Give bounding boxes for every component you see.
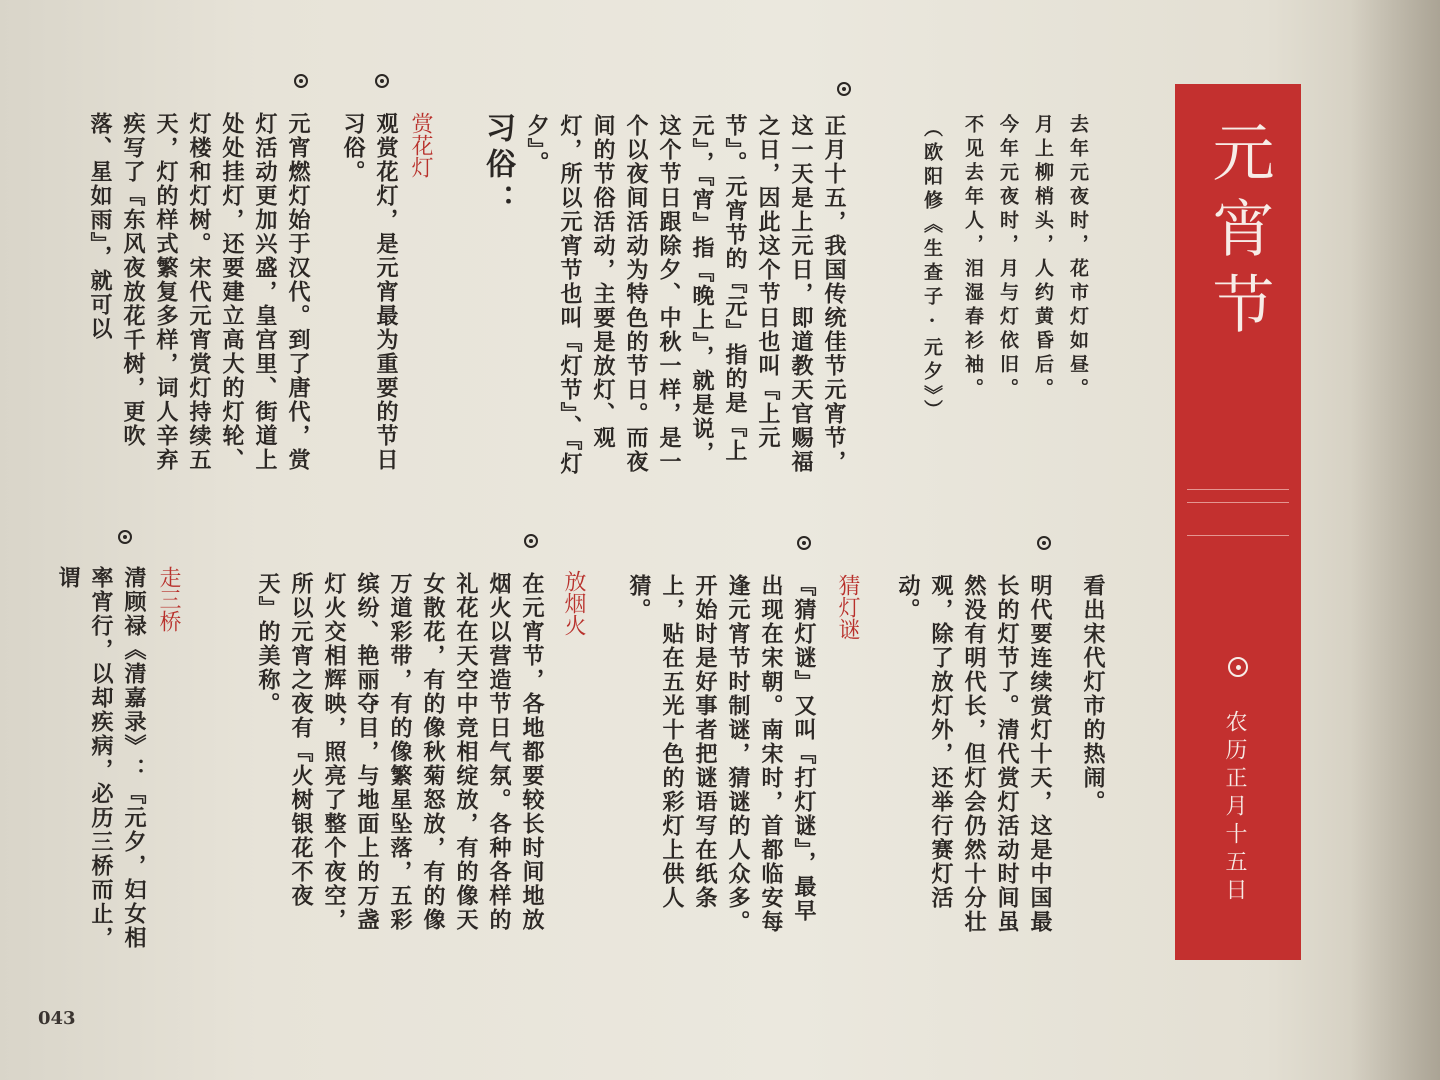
section-title-shanghuadeng: 赏花灯 [408,112,433,178]
seal-icon [1228,657,1248,677]
bullet-marker-icon [797,536,811,550]
zousanqiao-paragraph: 清顾禄《清嘉录》：『元夕，妇女相率宵行，以却疾病，必历三桥而止，谓 [55,566,147,950]
fangyanhuo-paragraph: 在元宵节，各地都要较长时间地放烟火以营造节日气氛。各种各样的礼花在天空中竞相绽放，有的像天女散花，有的像秋菊怒放，有的像万道彩带，有的像繁星坠落，五彩缤纷、艳丽夺目，与地面上的万盏灯火交相辉映，照亮了整个夜空，所以元宵之夜有『火树银花不夜天』的美称。 [255,572,545,932]
bullet-marker-icon [375,74,389,88]
section-title-caidengmi: 猜灯谜 [835,574,860,640]
poem-line: 今年元夜时，月与灯依旧。 [997,114,1019,402]
caidengmi-paragraph: 『猜灯谜』又叫『打灯谜』，最早出现在宋朝。南宋时，首都临安每逢元宵节时制谜，猜谜的人众多。开始时是好事者把谜语写在纸条上，贴在五光十色的彩灯上供人猜。 [626,574,817,934]
festival-date: 农历正月十五日 [1222,710,1247,906]
poem-line: 去年元夜时，花市灯如昼。 [1067,114,1089,402]
bullet-marker-icon [118,530,132,544]
shanghuadeng-paragraph-1: 观赏花灯，是元宵最为重要的节日习俗。 [340,112,399,472]
poem-line: 月上柳梢头，人约黄昏后。 [1032,114,1054,402]
poem-source: （欧阳修《生查子·元夕》） [921,118,943,424]
page-number: 043 [38,1008,76,1029]
bullet-marker-icon [524,534,538,548]
section-title-zousanqiao: 走三桥 [156,566,181,632]
bullet-marker-icon [837,82,851,96]
shanghuadeng-paragraph-3: 明代要连续赏灯十天，这是中国最长的灯节了。清代赏灯活动时间虽然没有明代长，但灯会仍然十分壮观，除了放灯外，还举行赛灯活动。 [895,574,1053,934]
bullet-marker-icon [294,74,308,88]
banner-rule [1187,489,1289,490]
poem-line: 不见去年人，泪湿春衫袖。 [962,114,984,402]
shanghuadeng-paragraph-2-continued: 看出宋代灯市的热闹。 [1080,574,1106,814]
customs-heading: 习俗： [480,112,515,220]
page-edge-shadow [1350,0,1440,1080]
title-banner [1175,84,1301,960]
banner-rule [1187,535,1289,536]
banner-rule [1187,502,1289,503]
intro-paragraph: 正月十五，我国传统佳节元宵节，这一天是上元日，即道教天官赐福之日，因此这个节日也叫『上元节』。元宵节的『元』指的是『上元』，『宵』指『晚上』，就是说，这个节日跟除夕、中秋一样，是一个以夜间活动为特色的节日。而夜间的节俗活动，主要是放灯、观灯，所以元宵节也叫『灯节』、『灯夕』。 [524,114,847,476]
bullet-marker-icon [1037,536,1051,550]
section-title-fangyanhuo: 放烟火 [561,570,586,636]
page-title: 元宵节 [1202,120,1275,348]
shanghuadeng-paragraph-2: 元宵燃灯始于汉代。到了唐代，赏灯活动更加兴盛，皇宫里、街道上处处挂灯，还要建立高大的灯轮、灯楼和灯树。宋代元宵赏灯持续五天，灯的样式繁复多样，词人辛弃疾写了『东风夜放花千树，更吹落、星如雨』，就可以 [87,112,311,472]
